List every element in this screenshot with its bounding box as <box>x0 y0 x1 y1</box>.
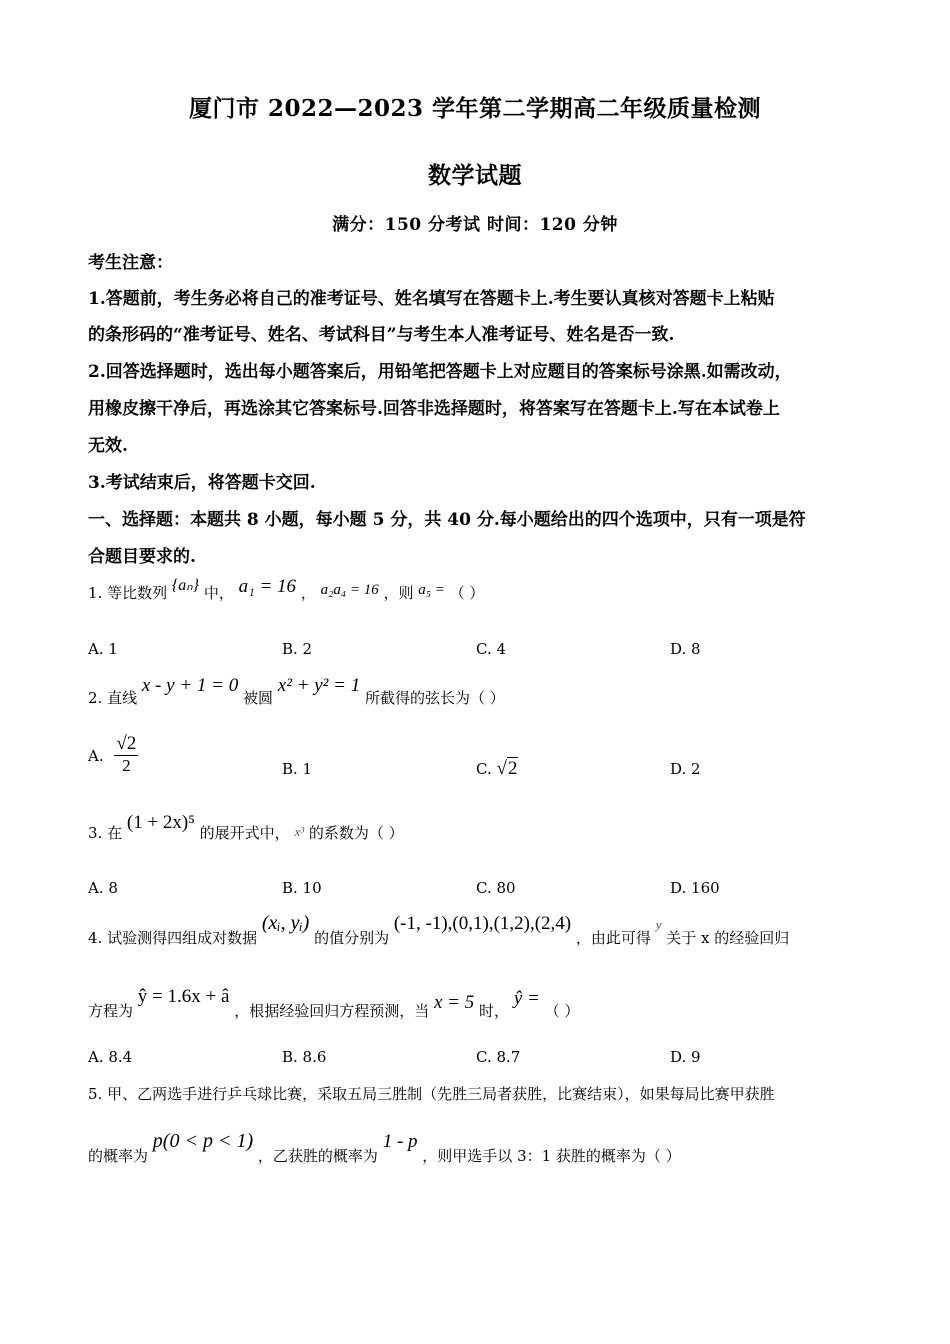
q1-text: ， <box>300 584 316 602</box>
q4-math-y: y <box>655 917 662 932</box>
fraction-denominator: 2 <box>122 756 131 775</box>
question-4 <box>88 912 790 947</box>
q4-option-d: D. 9 <box>670 1048 701 1066</box>
q2-option-a-fraction <box>114 733 138 776</box>
q1-math-sequence: {aₙ} <box>171 577 200 594</box>
q5-text: 的概率为 <box>88 1147 149 1165</box>
q2-option-d: D. 2 <box>670 760 701 778</box>
q1-math-a5: a₅ = <box>418 582 445 598</box>
exam-meta: 满分：150 分考试 时间：120 分钟 <box>332 215 618 235</box>
q1-option-c: C. 4 <box>476 640 507 658</box>
q3-text: 的系数为（ ） <box>308 824 404 842</box>
notice-heading: 考生注意： <box>88 253 173 273</box>
q1-text: ，则 <box>383 584 414 602</box>
q3-option-b: B. 10 <box>282 879 322 897</box>
q3-text: 的展开式中， <box>199 824 290 842</box>
sqrt-symbol: √2 <box>496 758 518 779</box>
q4-option-b: B. 8.6 <box>282 1048 327 1066</box>
exam-subtitle: 数学试题 <box>428 162 522 189</box>
q4-text: 时， <box>479 1002 510 1020</box>
q3-math-x3: x³ <box>294 824 305 839</box>
q5-text: ，则甲选手以 3：1 获胜的概率为（ ） <box>422 1147 681 1165</box>
q2-text: 被圆 <box>243 689 274 707</box>
notice-line: 用橡皮擦干净后，再选涂其它答案标号.回答非选择题时，将答案写在答题卡上.写在本试卷上 <box>88 399 780 419</box>
q4-text: 关于 x 的经验回归 <box>666 929 790 947</box>
sqrt-radicand: 2 <box>507 758 518 779</box>
q2-math-line: x - y + 1 = 0 <box>141 675 239 696</box>
q1-text: （ ） <box>449 584 485 602</box>
question-3 <box>88 812 404 842</box>
q2-math-circle: x² + y² = 1 <box>277 675 361 696</box>
q3-option-a: A. 8 <box>88 879 118 897</box>
question-2 <box>88 675 505 707</box>
q1-text: 1. 等比数列 <box>88 584 168 602</box>
q4-math-points: (-1, -1),(0,1),(1,2),(2,4) <box>393 913 572 934</box>
q2-option-b: B. 1 <box>282 760 313 778</box>
q4-math-yhat: ŷ = <box>513 988 540 1009</box>
q2-option-c-label: C. <box>476 760 492 778</box>
q4-math-regression: ŷ = 1.6x + â <box>137 986 230 1007</box>
q3-math-binomial: (1 + 2x)⁵ <box>126 812 195 833</box>
fraction-numerator: √2 <box>116 733 137 754</box>
notice-line: 无效. <box>88 436 128 456</box>
q1-text: 中， <box>203 584 234 602</box>
q4-option-a: A. 8.4 <box>88 1048 133 1066</box>
q3-option-d: D. 160 <box>670 879 720 897</box>
section-heading-line: 一、选择题：本题共 8 小题，每小题 5 分，共 40 分.每小题给出的四个选项中，只有一项是符 <box>88 510 806 530</box>
q4-text: 方程为 <box>88 1002 134 1020</box>
q4-text: 4. 试验测得四组成对数据 <box>88 929 258 947</box>
exam-title: 厦门市 2022—2023 学年第二学期高二年级质量检测 <box>188 95 762 122</box>
notice-line: 1.答题前，考生务必将自己的准考证号、姓名填写在答题卡上.考生要认真核对答题卡上粘贴 <box>88 289 775 309</box>
question-4-cont <box>88 986 580 1020</box>
q3-option-c: C. 80 <box>476 879 516 897</box>
notice-line: 3.考试结束后，将答题卡交回. <box>88 473 316 493</box>
notice-line: 2.回答选择题时，选出每小题答案后，用铅笔把答题卡上对应题目的答案标号涂黑.如需改动， <box>88 362 792 382</box>
q1-math-a1: a₁ = 16 <box>238 576 297 597</box>
q4-text: ，根据经验回归方程预测，当 <box>234 1002 430 1020</box>
q2-option-c <box>476 758 518 780</box>
section-heading-line: 合题目要求的. <box>88 547 196 567</box>
q4-math-x5: x = 5 <box>434 992 475 1013</box>
q4-text: 的值分别为 <box>314 929 390 947</box>
question-1 <box>88 576 485 604</box>
q2-option-a-label: A. <box>88 746 104 765</box>
q5-text: ，乙获胜的概率为 <box>257 1147 378 1165</box>
q4-text: （ ） <box>544 1002 580 1020</box>
q1-option-a: A. 1 <box>88 640 118 658</box>
q2-option-a <box>88 733 138 776</box>
q5-math-prob: p(0 < p < 1) <box>152 1130 254 1152</box>
question-5: 5. 甲、乙两选手进行乒乓球比赛，采取五局三胜制（先胜三局者获胜，比赛结束），如果每局比赛甲获胜 <box>88 1085 775 1103</box>
q4-math-pair: (xᵢ, yᵢ) <box>261 912 310 934</box>
q5-math-1-p: 1 - p <box>382 1131 418 1152</box>
q3-text: 3. 在 <box>88 824 123 842</box>
notice-line: 的条形码的“准考证号、姓名、考试科目”与考生本人准考证号、姓名是否一致. <box>88 325 675 345</box>
q1-math-a2a4: a₂a₄ = 16 <box>320 582 379 598</box>
q2-text: 所截得的弦长为（ ） <box>364 689 505 707</box>
q4-option-c: C. 8.7 <box>476 1048 521 1066</box>
question-5-cont <box>88 1130 681 1165</box>
q2-text: 2. 直线 <box>88 689 138 707</box>
q4-text: ，由此可得 <box>575 929 651 947</box>
q1-option-d: D. 8 <box>670 640 701 658</box>
q1-option-b: B. 2 <box>282 640 313 658</box>
